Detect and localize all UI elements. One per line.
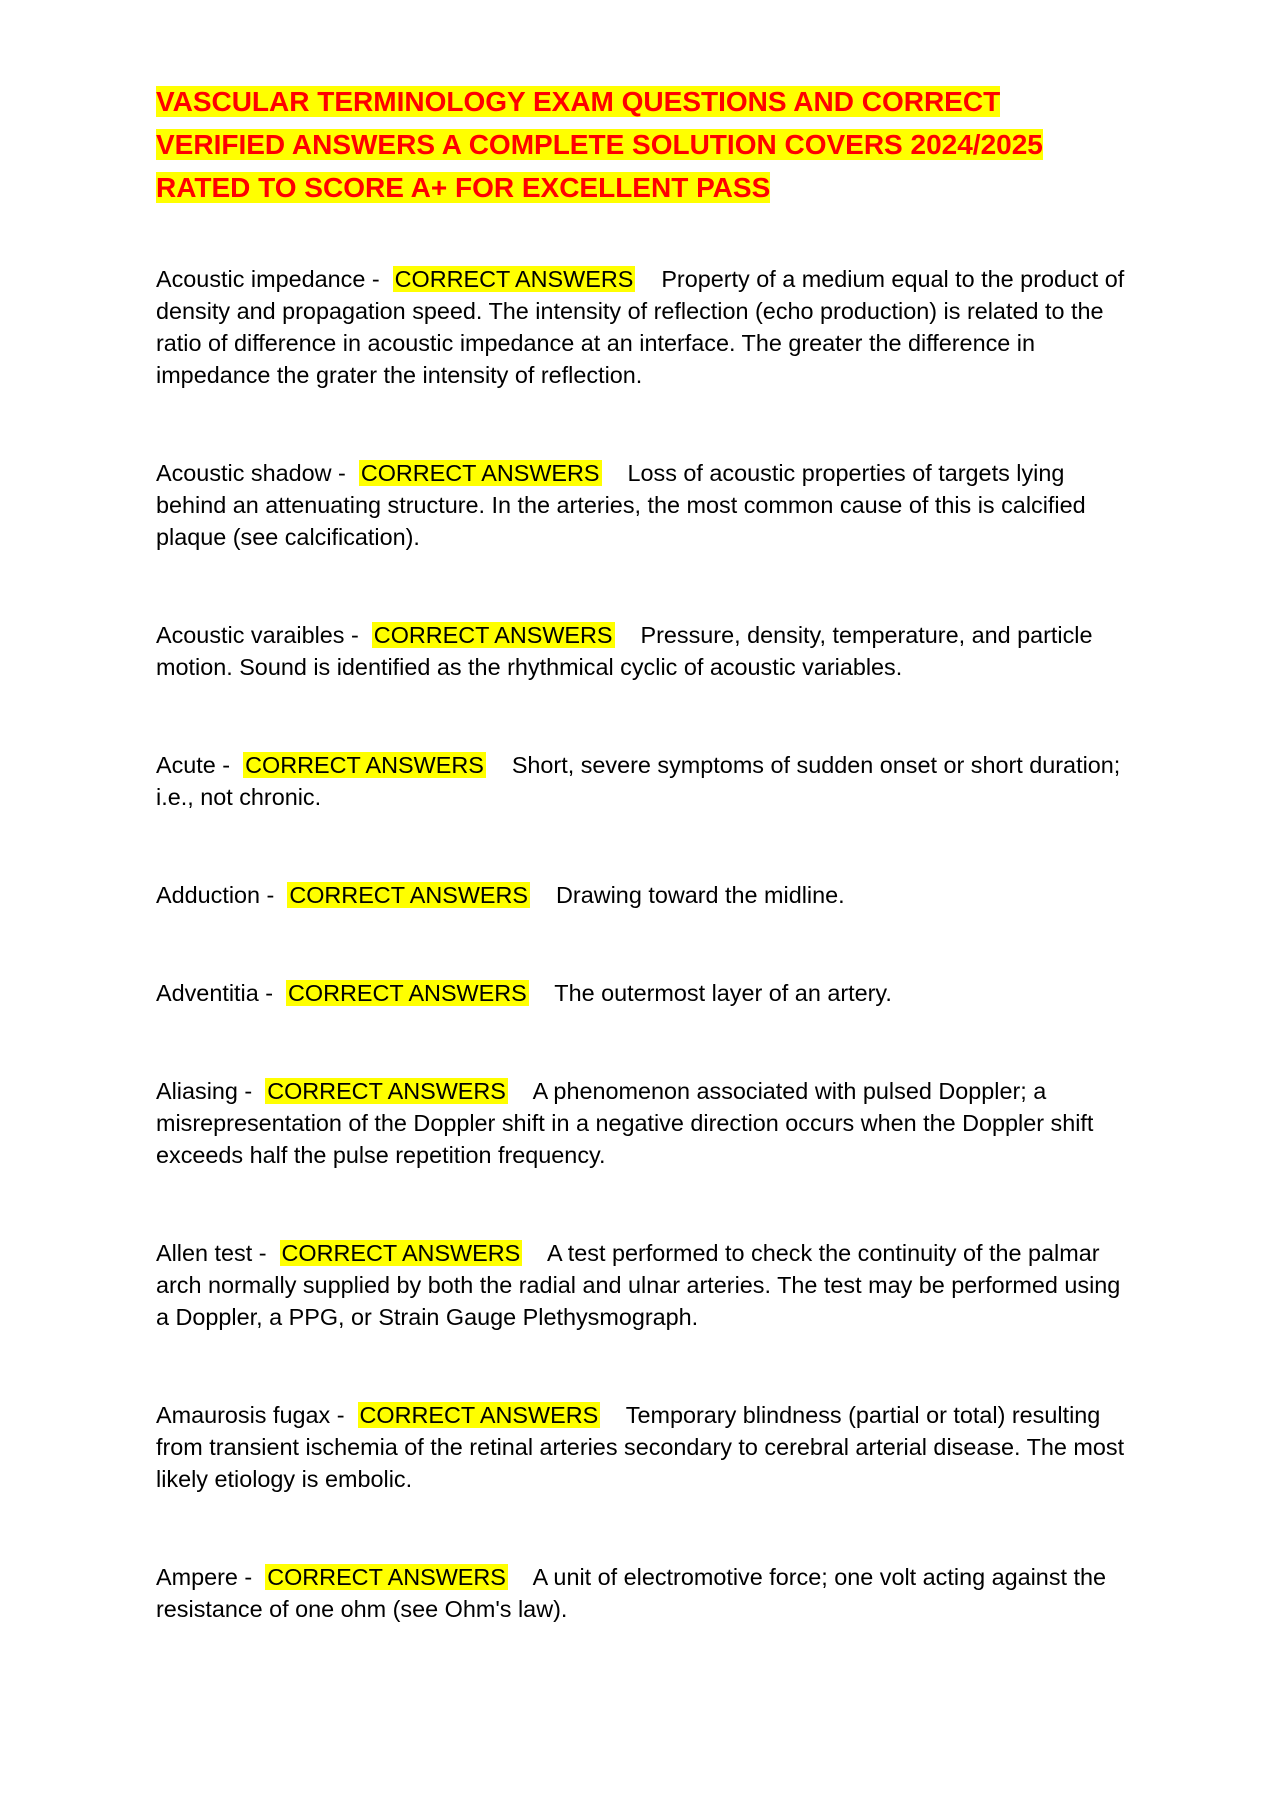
entry-term: Ampere - [156, 1564, 253, 1590]
entry-term: Adduction - [156, 882, 275, 908]
entry-allen-test [156, 1237, 1136, 1333]
entry-term: Acoustic varaibles - [156, 622, 359, 648]
entry-definition: Short, severe symptoms of sudden onset or short duration; i.e., not chronic. [156, 752, 1121, 810]
entry-definition: Drawing toward the midline. [556, 882, 845, 908]
entry-adduction [156, 879, 1136, 911]
entry-term: Amaurosis fugax - [156, 1402, 345, 1428]
answer-tag: CORRECT ANSWERS [281, 1240, 521, 1266]
document-title-text: VASCULAR TERMINOLOGY EXAM QUESTIONS AND CORRECT VERIFIED ANSWERS A COMPLETE SOLUTION COVERS 2024/2025 RATED TO SCORE A+ FOR EXCELLENT PASS [156, 86, 1043, 203]
answer-tag: CORRECT ANSWERS [359, 1402, 599, 1428]
document-page [156, 80, 1136, 1625]
document-title [156, 80, 1136, 209]
entry-definition: Temporary blindness (partial or total) resulting from transient ischemia of the retinal arteries secondary to cerebral arterial disease. The most likely etiology is embolic. [156, 1402, 1125, 1492]
entry-acoustic-variables [156, 619, 1136, 683]
entry-definition: Loss of acoustic properties of targets lying behind an attenuating structure. In the arteries, the most common cause of this is calcified plaque (see calcification). [156, 460, 1086, 550]
entry-definition: A test performed to check the continuity of the palmar arch normally supplied by both the radial and ulnar arteries. The test may be performed using a Doppler, a PPG, or Strain Gauge Plethysmograph. [156, 1240, 1121, 1330]
entry-definition: A phenomenon associated with pulsed Doppler; a misrepresentation of the Doppler shift in a negative direction occurs when the Doppler shift exceeds half the pulse repetition frequency. [156, 1078, 1094, 1168]
entry-acoustic-shadow [156, 457, 1136, 553]
entry-definition: A unit of electromotive force; one volt acting against the resistance of one ohm (see Ohm's law). [156, 1564, 1107, 1622]
entry-definition: Property of a medium equal to the product of density and propagation speed. The intensity of reflection (echo production) is related to the ratio of difference in acoustic impedance at an interface. The greater the difference in impedance the grater the intensity of reflection. [156, 266, 1125, 388]
answer-tag: CORRECT ANSWERS [394, 266, 634, 292]
entry-term: Allen test - [156, 1240, 267, 1266]
answer-tag: CORRECT ANSWERS [288, 980, 527, 1006]
entry-acoustic-impedance [156, 263, 1136, 391]
entry-ampere [156, 1561, 1136, 1625]
entry-aliasing [156, 1075, 1136, 1171]
entry-amaurosis-fugax [156, 1399, 1136, 1495]
answer-tag: CORRECT ANSWERS [267, 1564, 506, 1590]
entry-acute [156, 749, 1136, 813]
answer-tag: CORRECT ANSWERS [245, 752, 484, 778]
answer-tag: CORRECT ANSWERS [373, 622, 613, 648]
entry-definition: Pressure, density, temperature, and particle motion. Sound is identified as the rhythmical cyclic of acoustic variables. [156, 622, 1093, 680]
entry-term: Aliasing - [156, 1078, 253, 1104]
entry-term: Adventitia - [156, 980, 274, 1006]
answer-tag: CORRECT ANSWERS [360, 460, 600, 486]
entry-term: Acoustic impedance - [156, 266, 380, 292]
entry-definition: The outermost layer of an artery. [554, 980, 892, 1006]
entry-term: Acute - [156, 752, 231, 778]
entry-term: Acoustic shadow - [156, 460, 346, 486]
answer-tag: CORRECT ANSWERS [289, 882, 529, 908]
entry-adventitia [156, 977, 1136, 1009]
answer-tag: CORRECT ANSWERS [267, 1078, 506, 1104]
